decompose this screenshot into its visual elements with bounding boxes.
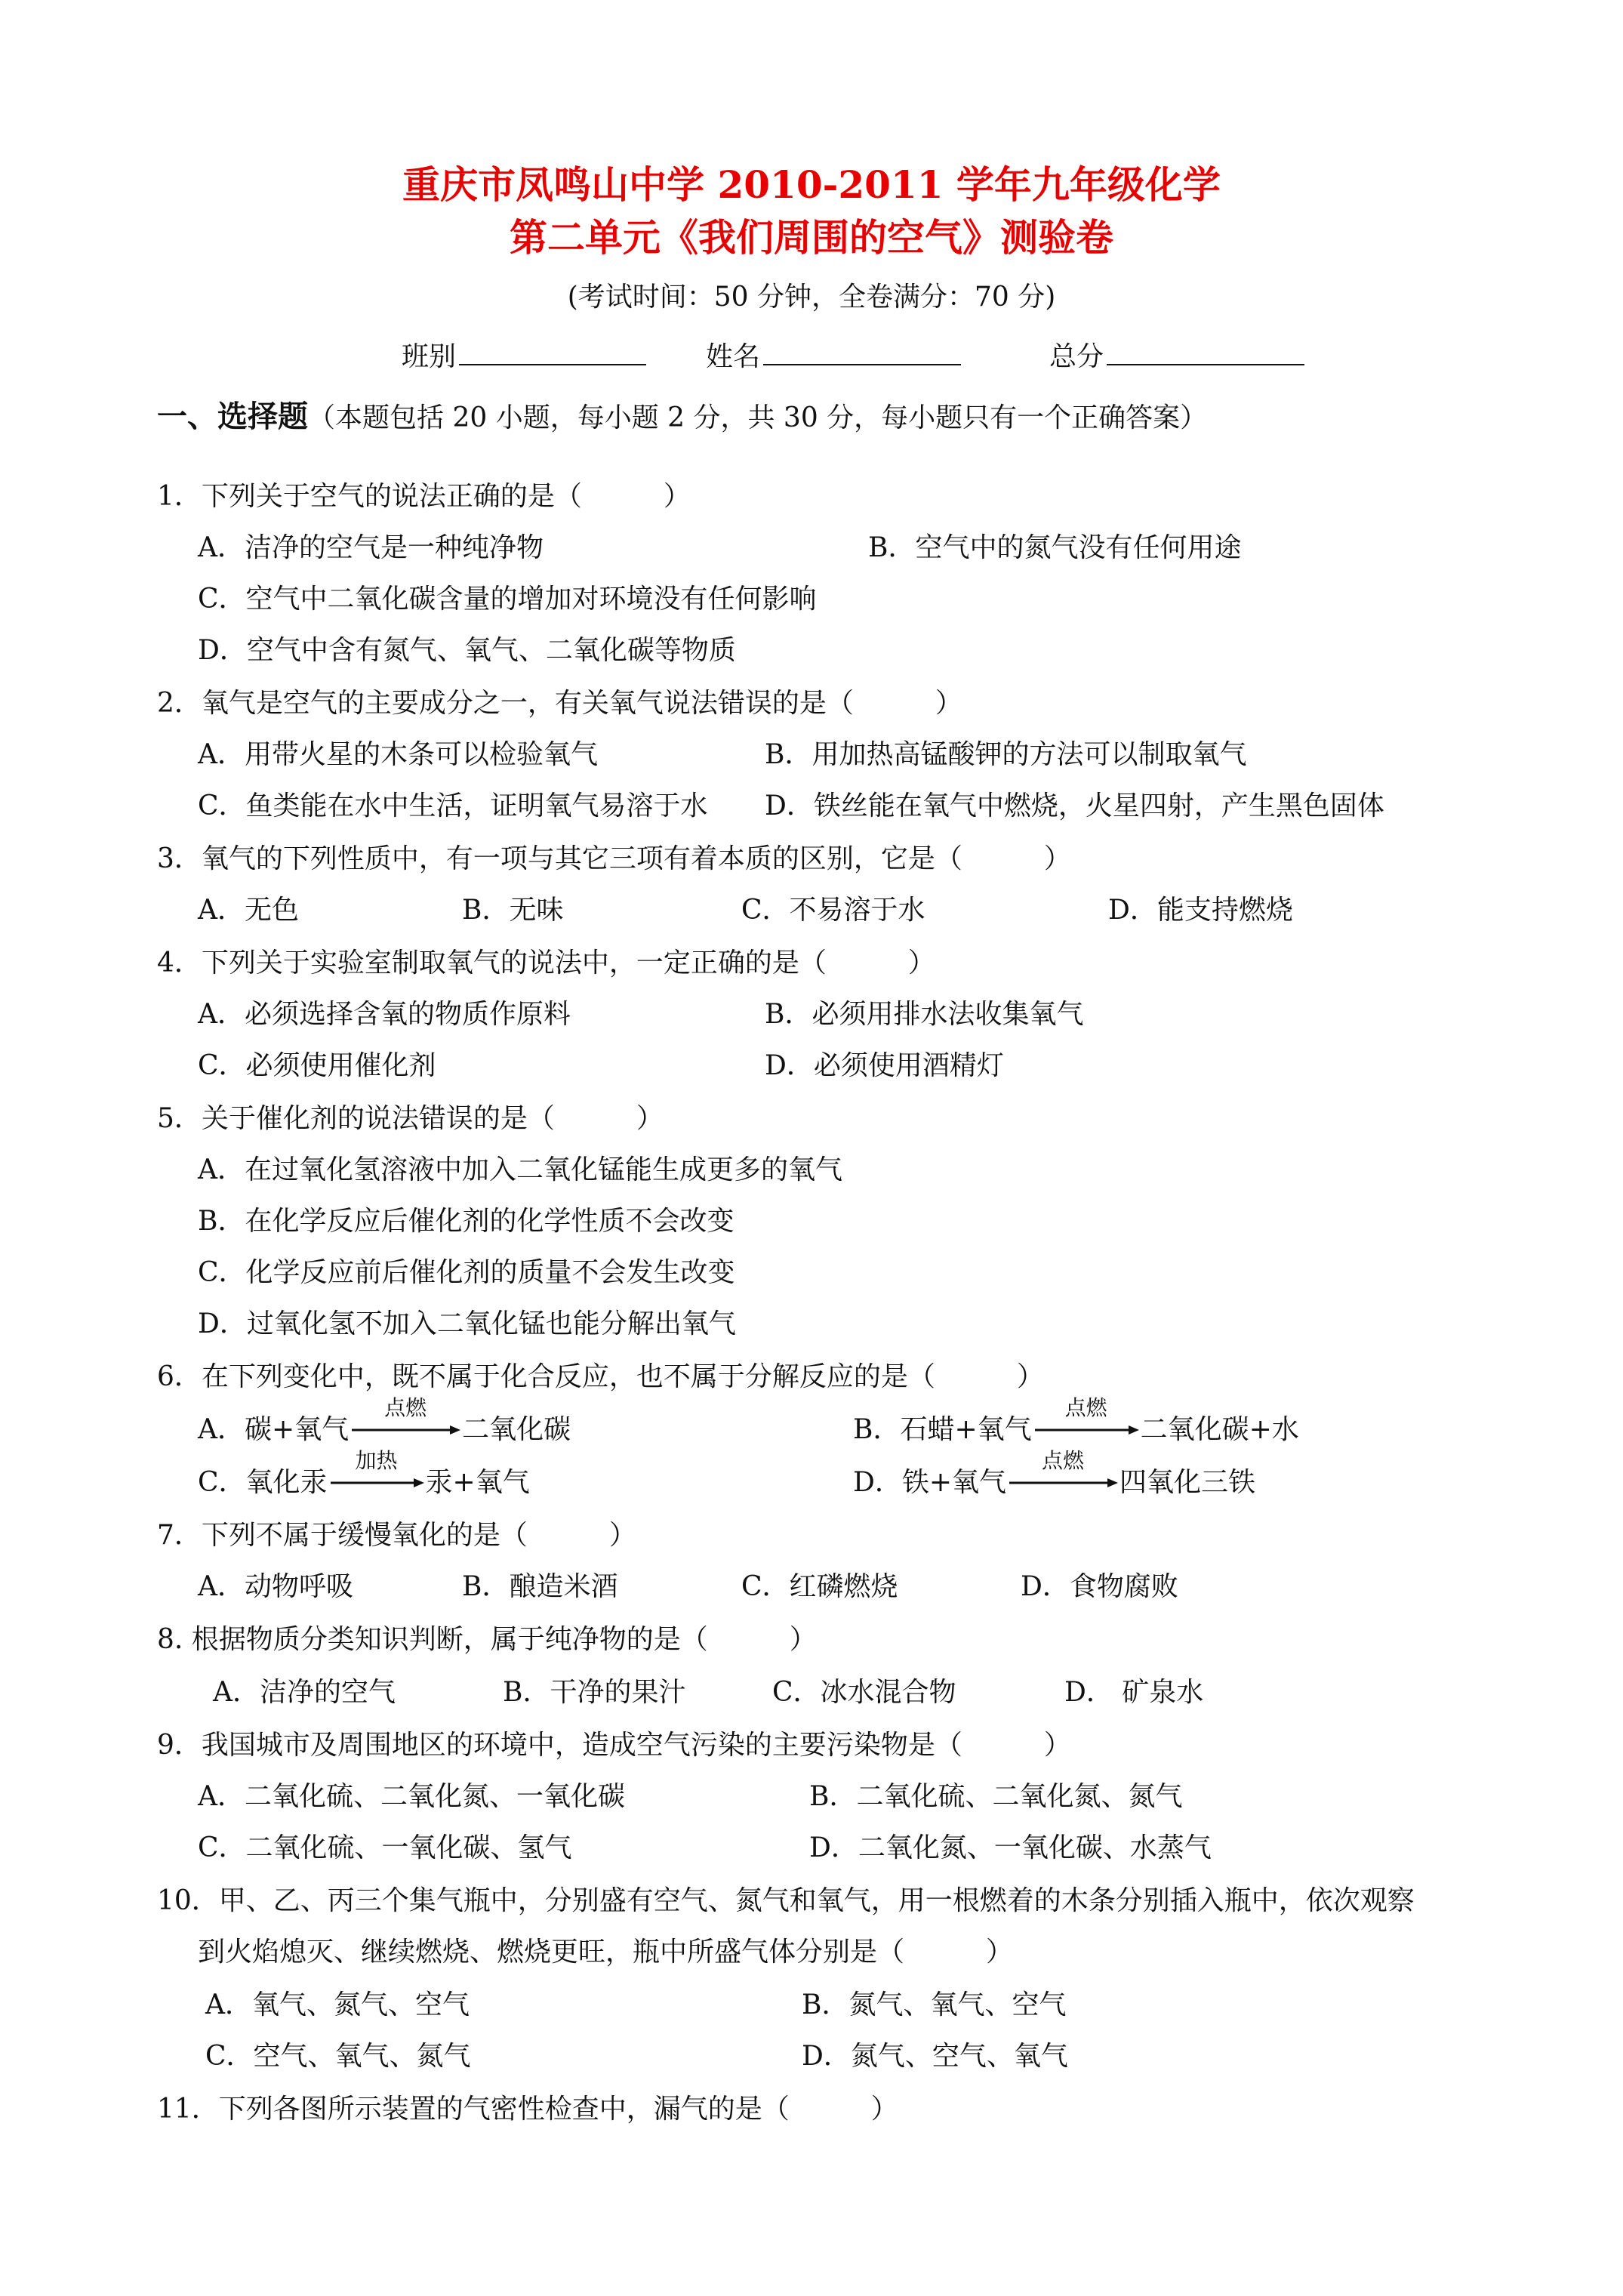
reaction-arrow-icon <box>328 1448 426 1499</box>
q6-a-reactants: A．碳+氧气 <box>198 1414 350 1445</box>
q5-option-c[interactable]: C．化学反应前后催化剂的质量不会发生改变 <box>198 1257 735 1288</box>
total-score-label: 总分 <box>1049 341 1104 372</box>
q6-d-reactants: D．铁+氧气 <box>853 1467 1007 1498</box>
q8-option-c[interactable]: C．冰水混合物 <box>772 1677 956 1708</box>
q9-option-c[interactable]: C．二氧化硫、一氧化碳、氢气 <box>198 1832 572 1863</box>
question-4-stem: 4．下列关于实验室制取氧气的说法中，一定正确的是（ ） <box>157 948 935 978</box>
q10-option-d[interactable]: D．氮气、空气、氧气 <box>802 2041 1068 2072</box>
reaction-arrow-icon <box>349 1395 462 1447</box>
q4-option-a[interactable]: A．必须选择含氧的物质作原料 <box>198 999 571 1030</box>
q1-option-a[interactable]: A．洁净的空气是一种纯净物 <box>198 532 544 563</box>
question-10-stem: 10．甲、乙、丙三个集气瓶中，分别盛有空气、氮气和氧气，用一根燃着的木条分别插入瓶中，依次观察 <box>157 1885 1415 1916</box>
q10-option-c[interactable]: C．空气、氧气、氮气 <box>205 2041 471 2072</box>
q3-option-c[interactable]: C．不易溶于水 <box>741 895 925 926</box>
q6-c-product: 汞+氧气 <box>425 1467 530 1498</box>
q2-option-b[interactable]: B．用加热高锰酸钾的方法可以制取氧气 <box>765 739 1247 770</box>
q9-option-b[interactable]: B．二氧化硫、二氧化氮、氮气 <box>809 1781 1183 1812</box>
question-1-stem: 1．下列关于空气的说法正确的是（ ） <box>157 481 691 512</box>
total-score-blank[interactable] <box>1107 337 1304 365</box>
question-3-stem: 3．氧气的下列性质中，有一项与其它三项有着本质的区别，它是（ ） <box>157 843 1071 874</box>
q6-d-product: 四氧化三铁 <box>1119 1467 1256 1498</box>
class-label: 班别 <box>402 341 457 372</box>
total-score-field[interactable] <box>1049 337 1304 374</box>
q6-d-condition: 点燃 <box>1042 1448 1085 1473</box>
q4-option-d[interactable]: D．必须使用酒精灯 <box>765 1050 1004 1081</box>
q3-option-d[interactable]: D．能支持燃烧 <box>1108 895 1293 926</box>
q6-c-reactants: C．氧化汞 <box>198 1467 328 1498</box>
q8-option-d[interactable]: D． 矿泉水 <box>1064 1677 1204 1708</box>
question-9-stem: 9．我国城市及周围地区的环境中，造成空气污染的主要污染物是（ ） <box>157 1730 1071 1761</box>
q5-option-d[interactable]: D．过氧化氢不加入二氧化锰也能分解出氧气 <box>198 1308 736 1339</box>
exam-title-line1: 重庆市凤鸣山中学 2010-2011 学年九年级化学 <box>402 162 1221 207</box>
q1-option-b[interactable]: B．空气中的氮气没有任何用途 <box>868 532 1242 563</box>
q7-option-b[interactable]: B．酿造米酒 <box>462 1571 618 1602</box>
q4-option-b[interactable]: B．必须用排水法收集氧气 <box>765 999 1084 1030</box>
q7-option-a[interactable]: A．动物呼吸 <box>198 1571 353 1602</box>
q7-option-d[interactable]: D．食物腐败 <box>1021 1571 1178 1602</box>
question-11-stem: 11．下列各图所示装置的气密性检查中，漏气的是（ ） <box>157 2094 898 2125</box>
reaction-arrow-icon <box>1032 1395 1141 1447</box>
question-2-stem: 2．氧气是空气的主要成分之一，有关氧气说法错误的是（ ） <box>157 688 962 719</box>
q6-option-c[interactable] <box>198 1448 530 1499</box>
q6-option-b[interactable] <box>853 1395 1299 1447</box>
exam-info: (考试时间：50 分钟，全卷满分：70 分) <box>567 282 1056 313</box>
class-blank[interactable] <box>459 337 646 365</box>
q3-option-b[interactable]: B．无味 <box>462 895 564 926</box>
question-6-stem: 6．在下列变化中，既不属于化合反应，也不属于分解反应的是（ ） <box>157 1361 1044 1392</box>
question-8-stem: 8. 根据物质分类知识判断，属于纯净物的是（ ） <box>157 1624 817 1655</box>
section-heading <box>157 400 1207 435</box>
q5-option-b[interactable]: B．在化学反应后催化剂的化学性质不会改变 <box>198 1206 735 1237</box>
name-label: 姓名 <box>706 341 761 372</box>
q6-b-product: 二氧化碳+水 <box>1140 1414 1299 1445</box>
question-10-stem-cont: 到火焰熄灭、继续燃烧、燃烧更旺，瓶中所盛气体分别是（ ） <box>198 1937 1014 1968</box>
q10-option-a[interactable]: A．氧气、氮气、空气 <box>205 1989 470 2020</box>
q3-option-a[interactable]: A．无色 <box>198 895 299 926</box>
name-blank[interactable] <box>763 337 961 365</box>
q2-option-c[interactable]: C．鱼类能在水中生活，证明氧气易溶于水 <box>198 791 708 821</box>
q8-option-b[interactable]: B．干净的果汁 <box>503 1677 686 1708</box>
q6-b-condition: 点燃 <box>1064 1395 1107 1420</box>
q6-a-condition: 点燃 <box>384 1395 427 1420</box>
q6-b-reactants: B．石蜡+氧气 <box>853 1414 1032 1445</box>
q1-option-c[interactable]: C．空气中二氧化碳含量的增加对环境没有任何影响 <box>198 584 817 615</box>
section-note: （本题包括 20 小题，每小题 2 分，共 30 分，每小题只有一个正确答案） <box>308 402 1208 433</box>
question-5-stem: 5．关于催化剂的说法错误的是（ ） <box>157 1103 664 1134</box>
q9-option-d[interactable]: D．二氧化氮、一氧化碳、水蒸气 <box>809 1832 1212 1863</box>
q9-option-a[interactable]: A．二氧化硫、二氧化氮、一氧化碳 <box>198 1781 625 1812</box>
q2-option-d[interactable]: D．铁丝能在氧气中燃烧，火星四射，产生黑色固体 <box>765 791 1384 821</box>
q4-option-c[interactable]: C．必须使用催化剂 <box>198 1050 436 1081</box>
q2-option-a[interactable]: A．用带火星的木条可以检验氧气 <box>198 739 598 770</box>
q6-c-condition: 加热 <box>355 1448 398 1473</box>
q10-option-b[interactable]: B．氮气、氧气、空气 <box>802 1989 1067 2020</box>
q8-option-a[interactable]: A．洁净的空气 <box>213 1677 396 1708</box>
class-field[interactable] <box>402 337 646 374</box>
q5-option-a[interactable]: A．在过氧化氢溶液中加入二氧化锰能生成更多的氧气 <box>198 1154 842 1185</box>
section-title: 一、选择题 <box>157 399 308 434</box>
question-7-stem: 7．下列不属于缓慢氧化的是（ ） <box>157 1520 636 1551</box>
exam-title-line2: 第二单元《我们周围的空气》测验卷 <box>510 215 1113 260</box>
q6-option-d[interactable] <box>853 1448 1256 1499</box>
q1-option-d[interactable]: D．空气中含有氮气、氧气、二氧化碳等物质 <box>198 635 736 666</box>
q7-option-c[interactable]: C．红磷燃烧 <box>741 1571 898 1602</box>
q6-option-a[interactable] <box>198 1395 571 1447</box>
name-field[interactable] <box>706 337 961 374</box>
reaction-arrow-icon <box>1006 1448 1119 1499</box>
q6-a-product: 二氧化碳 <box>462 1414 571 1445</box>
